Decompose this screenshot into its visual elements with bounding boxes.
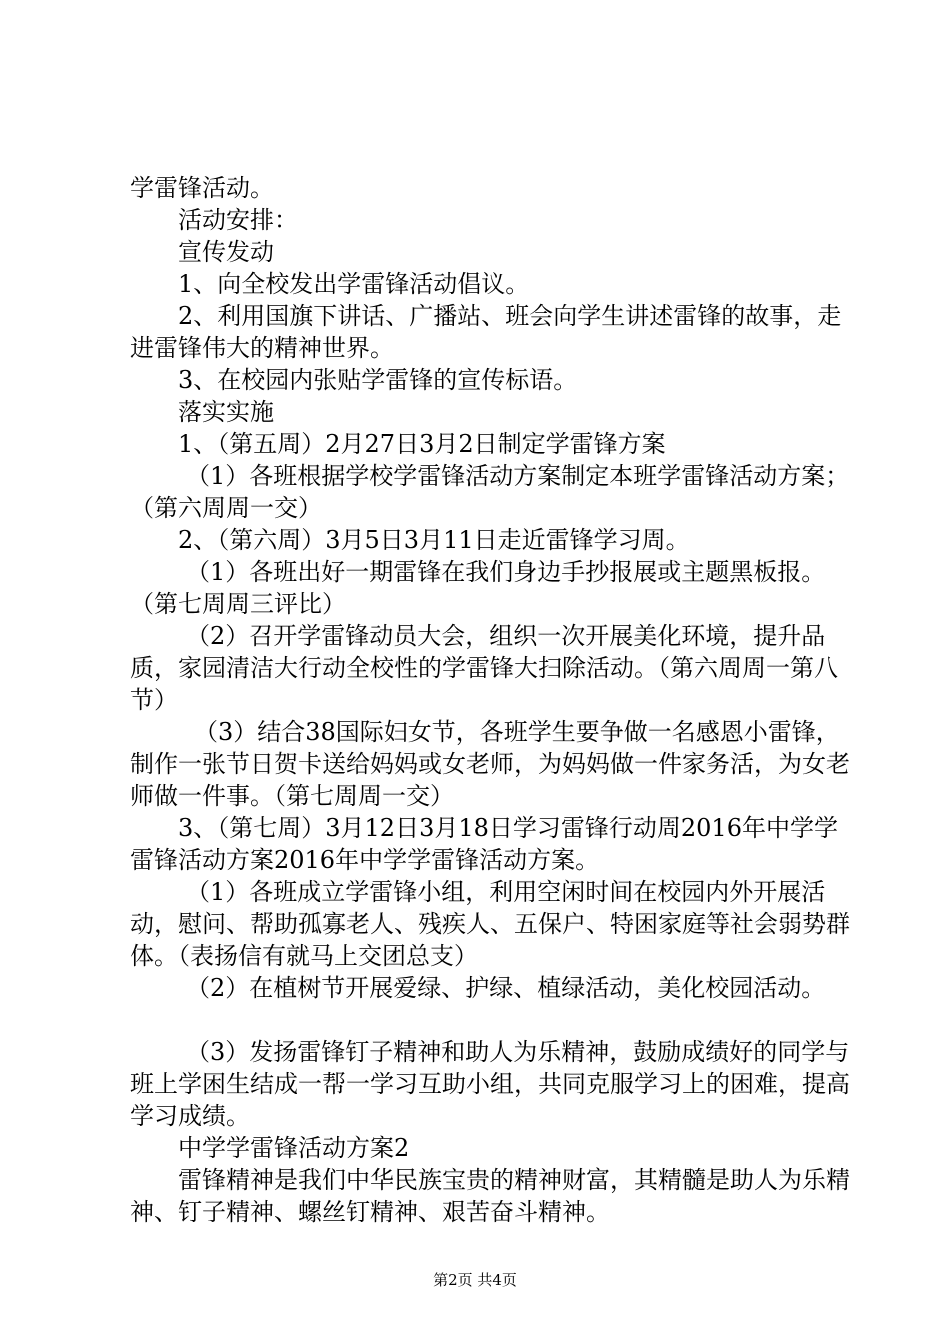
paragraph-subitem: （2）在植树节开展爱绿、护绿、植绿活动，美化校园活动。: [186, 974, 826, 1002]
paragraph-subitem: （3）发扬雷锋钉子精神和助人为乐精神，鼓励成绩好的同学与班上学困生结成一帮一学习互助小组，共同克服学习上的困难，提高学习成绩。: [130, 1038, 850, 1130]
section-title: 中学学雷锋活动方案2: [178, 1134, 410, 1162]
document-body: [130, 172, 850, 1228]
paragraph-item: 3、（第七周）3月12日3月18日学习雷锋行动周2016年中学学雷锋活动方案2016年中学学雷锋活动方案。: [130, 814, 838, 874]
paragraph-item: 1、向全校发出学雷锋活动倡议。: [178, 270, 530, 298]
paragraph-body: 雷锋精神是我们中华民族宝贵的精神财富，其精髓是助人为乐精神、钉子精神、螺丝钉精神、艰苦奋斗精神。: [130, 1166, 850, 1226]
paragraph-subitem: （1）各班成立学雷锋小组，利用空闲时间在校园内外开展活动，慰问、帮助孤寡老人、残疾人、五保户、特困家庭等社会弱势群体。（表扬信有就马上交团总支）: [130, 878, 850, 970]
paragraph-subitem: （3）结合38国际妇女节，各班学生要争做一名感恩小雷锋，制作一张节日贺卡送给妈妈或女老师，为妈妈做一件家务活，为女老师做一件事。（第七周周一交）: [130, 718, 850, 810]
heading-implementation: 落实实施: [178, 398, 274, 426]
paragraph-activity-arrangement: 活动安排：: [178, 206, 298, 234]
paragraph-continuation: 学雷锋活动。: [130, 174, 274, 202]
paragraph-item: 3、在校园内张贴学雷锋的宣传标语。: [178, 366, 578, 394]
paragraph-item: 1、（第五周）2月27日3月2日制定学雷锋方案: [178, 430, 666, 458]
page-footer: 第2页 共4页: [433, 1271, 517, 1289]
paragraph-item: 2、（第六周）3月5日3月11日走近雷锋学习周。: [178, 526, 690, 554]
paragraph-subitem: （2）召开学雷锋动员大会，组织一次开展美化环境，提升品质，家园清洁大行动全校性的学雷锋大扫除活动。（第六周周一第八节）: [130, 622, 838, 714]
paragraph-item: 2、利用国旗下讲话、广播站、班会向学生讲述雷锋的故事，走进雷锋伟大的精神世界。: [130, 302, 842, 362]
paragraph-subitem: （1）各班出好一期雷锋在我们身边手抄报展或主题黑板报。（第七周周三评比）: [130, 558, 826, 618]
paragraph-subitem: （1）各班根据学校学雷锋活动方案制定本班学雷锋活动方案；（第六周周一交）: [130, 462, 850, 522]
heading-publicity: 宣传发动: [178, 238, 274, 266]
blank-line: [130, 1004, 850, 1036]
